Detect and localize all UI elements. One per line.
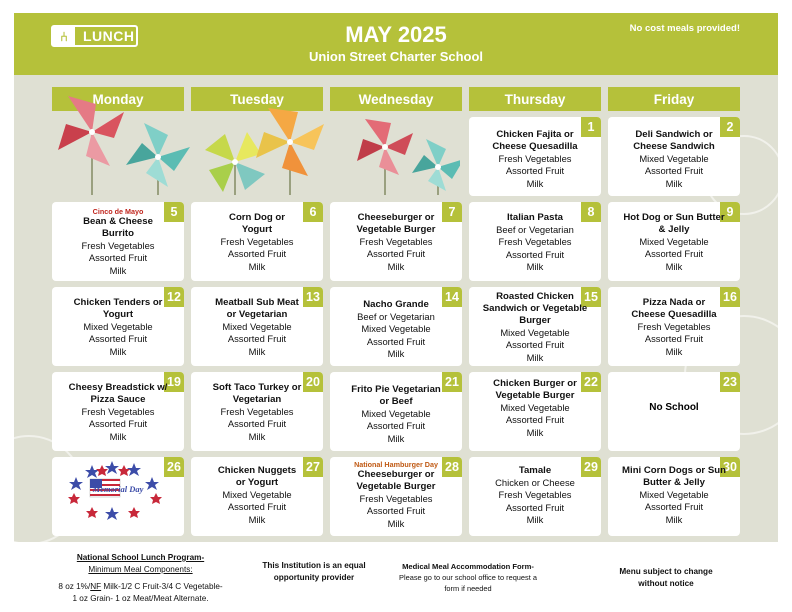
side-item: Assorted Fruit — [227, 333, 287, 345]
side-item: Mixed Vegetable — [222, 489, 292, 500]
no-cost-note: No cost meals provided! — [629, 23, 740, 34]
day-cell-9 — [608, 202, 740, 281]
date-badge: 6 — [303, 202, 323, 222]
date-badge: 13 — [303, 287, 323, 307]
side-item: Assorted Fruit — [88, 252, 148, 264]
side-item: Mixed Vegetable — [222, 321, 292, 332]
side-item: Assorted Fruit — [505, 248, 565, 260]
date-badge: 21 — [442, 372, 462, 392]
page-title: MAY 2025 — [345, 22, 447, 47]
side-item: Milk — [248, 513, 266, 525]
side-item: Milk — [665, 513, 683, 525]
day-cell-16 — [608, 287, 740, 366]
side-item: Milk — [526, 351, 544, 363]
side-item: Mixed Vegetable — [500, 402, 570, 413]
date-badge: 22 — [581, 372, 601, 392]
entree-text: Bean & Cheese Burrito — [83, 216, 153, 239]
entree-text: Chicken Nuggets or Yogurt — [217, 465, 297, 488]
entree-text: Corn Dog or Yogurt — [229, 212, 285, 235]
side-item: Assorted Fruit — [644, 165, 704, 177]
side-item: Assorted Fruit — [505, 501, 565, 513]
side-item: Milk — [248, 260, 266, 272]
entree-text: Cheesy Breadstick w/ Pizza Sauce — [68, 382, 168, 405]
entree-text: Cheeseburger or Vegetable Burger — [356, 212, 436, 235]
program-title: National School Lunch Program- — [76, 553, 205, 562]
day-cell-6 — [191, 202, 323, 281]
program-line-2: 1 oz Grain- 1 oz Meat/Meat Alternate. — [72, 594, 209, 603]
entree-text: Nacho Grande — [363, 299, 429, 310]
side-item: Milk — [665, 177, 683, 189]
side-item: Mixed Vegetable — [639, 489, 709, 500]
day-cell-20 — [191, 372, 323, 451]
school-name: Union Street Charter School — [308, 49, 484, 64]
date-badge: 30 — [720, 457, 740, 477]
date-badge: 7 — [442, 202, 462, 222]
date-badge: 5 — [164, 202, 184, 222]
side-item: Assorted Fruit — [505, 165, 565, 177]
day-cell-15 — [469, 287, 601, 366]
equal-opportunity-statement — [244, 560, 384, 584]
date-badge: 14 — [442, 287, 462, 307]
side-item: Fresh Vegetables — [359, 236, 433, 247]
side-item: Mixed Vegetable — [361, 323, 431, 335]
side-item: Assorted Fruit — [227, 501, 287, 513]
side-item: Fresh Vegetables — [498, 236, 572, 248]
date-badge: 27 — [303, 457, 323, 477]
memorial-day-stars-icon — [52, 457, 184, 536]
program-subtitle: Minimum Meal Components: — [88, 565, 193, 574]
side-item: Assorted Fruit — [88, 333, 148, 345]
program-line-1 — [18, 581, 263, 593]
side-item: Assorted Fruit — [227, 248, 287, 260]
side-item: Assorted Fruit — [366, 505, 426, 517]
equal-opportunity-line-1: This Institution is an equal — [262, 561, 366, 570]
date-badge: 19 — [164, 372, 184, 392]
date-badge: 15 — [581, 287, 601, 307]
entree-text: Tamale — [518, 465, 552, 476]
date-badge: 28 — [442, 457, 462, 477]
side-item: Beef or Vegetarian — [496, 224, 574, 235]
menu-change-line-1: Menu subject to change — [619, 567, 713, 576]
side-item: Milk — [248, 345, 266, 357]
entree-text: Roasted Chicken Sandwich or Vegetable Burger — [482, 291, 588, 326]
meal-program-info — [18, 552, 263, 605]
day-cell-29 — [469, 457, 601, 536]
entree-text: Deli Sandwich or Cheese Sandwich — [633, 129, 715, 152]
side-item: Beef or Vegetarian — [357, 311, 435, 322]
calendar-header — [14, 13, 778, 75]
day-cell-26 — [52, 457, 184, 536]
side-item: Mixed Vegetable — [639, 236, 709, 247]
side-item: Fresh Vegetables — [81, 406, 155, 417]
side-item: Assorted Fruit — [505, 339, 565, 351]
date-badge: 9 — [720, 202, 740, 222]
footer — [0, 542, 792, 612]
event-label: Cinco de Mayo — [92, 207, 144, 216]
side-item: Assorted Fruit — [366, 248, 426, 260]
side-item: Mixed Vegetable — [83, 321, 153, 332]
date-badge: 23 — [720, 372, 740, 392]
day-cell-7 — [330, 202, 462, 281]
date-badge: 29 — [581, 457, 601, 477]
fork-icon: ⑃ — [53, 27, 75, 45]
memorial-day-label: Memorial Day — [92, 484, 144, 494]
side-item: Fresh Vegetables — [359, 493, 433, 504]
side-item: Mixed Vegetable — [361, 408, 431, 419]
side-item: Assorted Fruit — [644, 333, 704, 345]
equal-opportunity-line-2: opportunity provider — [273, 573, 355, 582]
side-item: Milk — [387, 432, 405, 444]
side-item: Fresh Vegetables — [81, 240, 155, 251]
medical-form-title: Medical Meal Accommodation Form- — [402, 562, 534, 571]
side-item: Assorted Fruit — [227, 418, 287, 430]
day-header-wednesday: Wednesday — [330, 87, 462, 111]
side-item: Assorted Fruit — [366, 335, 426, 347]
date-badge: 2 — [720, 117, 740, 137]
side-item: Fresh Vegetables — [220, 406, 294, 417]
side-item: Chicken or Cheese — [495, 477, 575, 488]
entree-text: Hot Dog or Sun Butter & Jelly — [623, 212, 725, 235]
side-item: Fresh Vegetables — [637, 321, 711, 332]
side-item: Milk — [109, 264, 127, 276]
menu-change-line-2: without notice — [638, 579, 694, 588]
day-cell-27 — [191, 457, 323, 536]
program-line-1-end: Milk-1/2 C Fruit-3/4 C Vegetable- — [101, 582, 223, 591]
entree-text: Meatball Sub Meat or Vegetarian — [215, 297, 299, 320]
side-item: Milk — [387, 260, 405, 272]
side-item: Mixed Vegetable — [639, 153, 709, 164]
medical-form-line-2: form if needed — [444, 584, 492, 593]
day-cell-5 — [52, 202, 184, 281]
program-line-1-start: 8 oz 1%/ — [58, 582, 91, 591]
date-badge: 26 — [164, 457, 184, 477]
entree-text: Chicken Fajita or Cheese Quesadilla — [492, 129, 578, 152]
entree-text: Mini Corn Dogs or Sun Butter & Jelly — [622, 465, 726, 488]
entree-text: Italian Pasta — [507, 212, 563, 223]
day-header-monday: Monday — [52, 87, 184, 111]
side-item: Assorted Fruit — [644, 501, 704, 513]
day-header-friday: Friday — [608, 87, 740, 111]
side-item: Milk — [526, 177, 544, 189]
date-badge: 1 — [581, 117, 601, 137]
day-cell-22 — [469, 372, 601, 451]
medical-form-line-1: Please go to our school office to request a — [399, 573, 537, 582]
day-cell-1 — [469, 117, 601, 196]
side-item: Fresh Vegetables — [498, 153, 572, 164]
date-badge: 8 — [581, 202, 601, 222]
side-item: Milk — [248, 430, 266, 442]
day-cell-23 — [608, 372, 740, 451]
day-cell-12 — [52, 287, 184, 366]
day-cell-21 — [330, 372, 462, 451]
program-line-1-nf: NF — [90, 582, 102, 591]
side-item: Fresh Vegetables — [498, 489, 572, 501]
day-cell-2 — [608, 117, 740, 196]
lunch-logo-label: LUNCH — [83, 28, 135, 44]
side-item: Milk — [526, 426, 544, 438]
side-item: Assorted Fruit — [644, 248, 704, 260]
day-cell-14 — [330, 287, 462, 366]
event-label: National Hamburger Day — [354, 460, 438, 469]
side-item: Assorted Fruit — [366, 420, 426, 432]
side-item: Milk — [665, 260, 683, 272]
entree-text: Frito Pie Vegetarian or Beef — [351, 384, 441, 407]
side-item: Milk — [109, 345, 127, 357]
date-badge: 12 — [164, 287, 184, 307]
entree-text: Chicken Tenders or Yogurt — [73, 297, 163, 320]
side-item: Fresh Vegetables — [220, 236, 294, 247]
menu-change-notice — [596, 566, 736, 590]
side-item: Milk — [526, 261, 544, 273]
no-school-label: No School — [649, 402, 699, 413]
entree-text: Chicken Burger or Vegetable Burger — [493, 378, 577, 401]
date-badge: 20 — [303, 372, 323, 392]
entree-text: Soft Taco Turkey or Vegetarian — [212, 382, 302, 405]
entree-text: Cheeseburger or Vegetable Burger — [356, 469, 436, 492]
entree-text: Pizza Nada or Cheese Quesadilla — [631, 297, 717, 320]
day-header-thursday: Thursday — [469, 87, 601, 111]
day-cell-30 — [608, 457, 740, 536]
side-item: Mixed Vegetable — [500, 327, 570, 338]
side-item: Assorted Fruit — [88, 418, 148, 430]
date-badge: 16 — [720, 287, 740, 307]
side-item: Milk — [526, 514, 544, 526]
side-item: Assorted Fruit — [505, 414, 565, 426]
side-item: Milk — [109, 430, 127, 442]
side-item: Milk — [387, 517, 405, 529]
side-item: Milk — [387, 348, 405, 360]
side-item: Milk — [665, 345, 683, 357]
pinwheel-decoration — [40, 87, 460, 197]
day-cell-13 — [191, 287, 323, 366]
medical-accommodation-info — [378, 561, 558, 594]
day-cell-28 — [330, 457, 462, 536]
day-header-tuesday: Tuesday — [191, 87, 323, 111]
day-cell-19 — [52, 372, 184, 451]
day-cell-8 — [469, 202, 601, 281]
